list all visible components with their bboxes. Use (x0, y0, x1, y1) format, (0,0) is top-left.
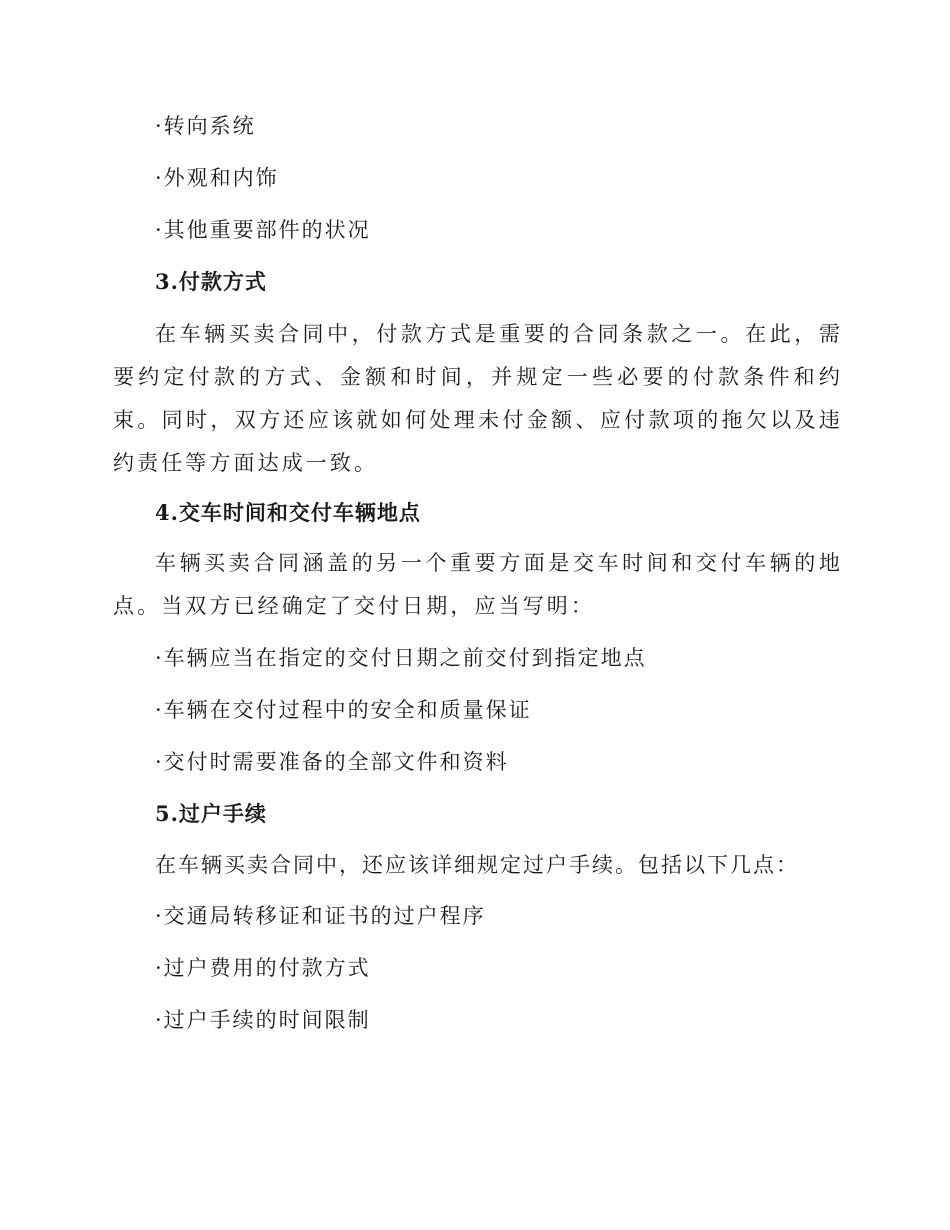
section-paragraph: 在车辆买卖合同中，付款方式是重要的合同条款之一。在此，需要约定付款的方式、金额和时间，并规定一些必要的付款条件和约束。同时，双方还应该就如何处理未付金额、应付款项的拖欠以及违约责任等方面达成一致。 (113, 322, 843, 475)
bullet-item: ·外观和内饰 (155, 166, 279, 190)
bullet-item: ·过户手续的时间限制 (155, 1008, 371, 1032)
section-intro: 在车辆买卖合同中，还应该详细规定过户手续。包括以下几点： (155, 853, 799, 877)
bullet-item: ·转向系统 (155, 114, 256, 138)
bullet-item: ·车辆应当在指定的交付日期之前交付到指定地点 (155, 646, 647, 670)
bullet-item: ·交通局转移证和证书的过户程序 (155, 904, 486, 928)
section-heading: 5.过户手续 (155, 801, 267, 826)
bullet-item: ·其他重要部件的状况 (155, 218, 371, 242)
bullet-item: ·交付时需要准备的全部文件和资料 (155, 750, 509, 774)
bullet-item: ·车辆在交付过程中的安全和质量保证 (155, 698, 532, 722)
section-heading: 4.交车时间和交付车辆地点 (155, 500, 421, 525)
bullet-item: ·过户费用的付款方式 (155, 956, 371, 980)
section-paragraph: 车辆买卖合同涵盖的另一个重要方面是交车时间和交付车辆的地点。当双方已经确定了交付日期，应当写明： (113, 551, 843, 618)
section-heading: 3.付款方式 (155, 269, 267, 294)
